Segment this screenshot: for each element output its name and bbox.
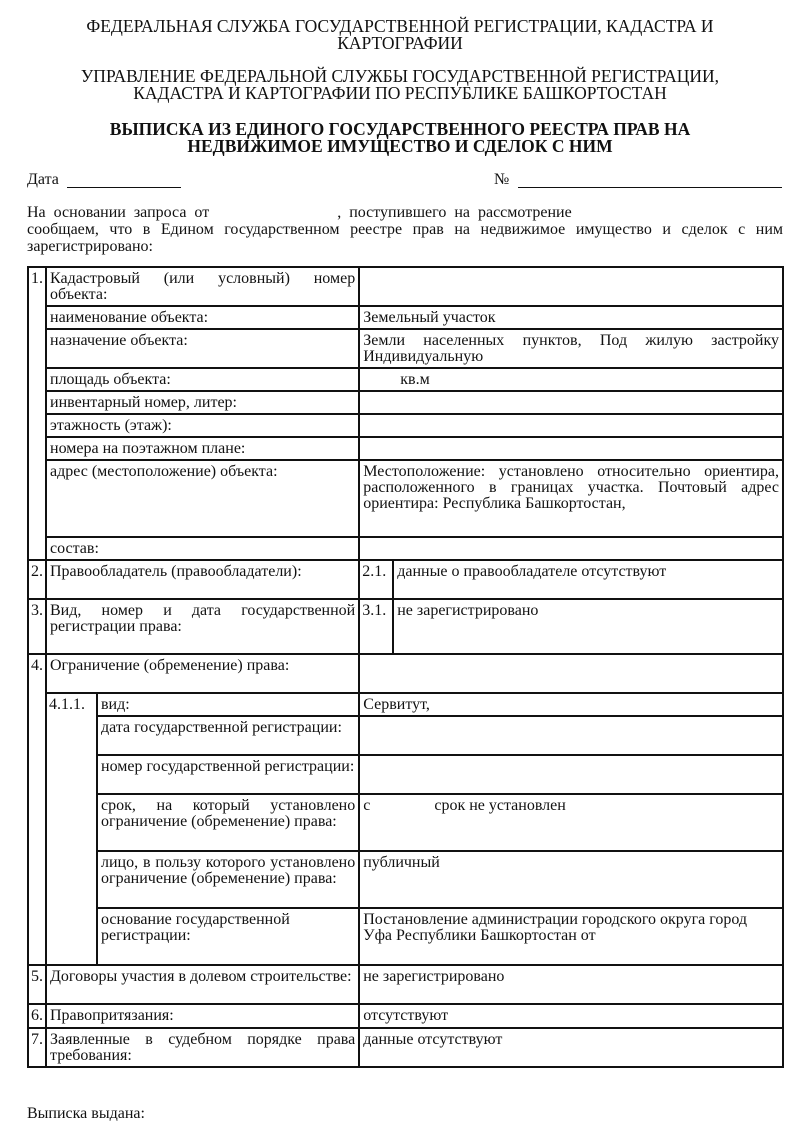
row-label: назначение объекта:	[46, 329, 359, 368]
row-value: отсутствуют	[359, 1004, 783, 1028]
number-label: №	[494, 171, 510, 188]
agency-name	[0, 18, 800, 52]
row-value: кв.м	[359, 368, 783, 391]
row-label: Ограничение (обременение) права:	[46, 654, 359, 693]
section-number: 4.	[28, 654, 46, 965]
table-row	[28, 537, 783, 560]
table-row	[28, 560, 783, 599]
row-value: данные о правообладателе отсутствуют	[393, 560, 783, 599]
section-number: 3.	[28, 599, 46, 654]
row-label: номер государственной регистрации:	[97, 755, 359, 794]
row-value: с срок не установлен	[359, 794, 783, 851]
registry-extract-table	[27, 266, 784, 1068]
intro-line-1: На основании запроса от , поступившего на рассмотрение	[27, 204, 572, 221]
table-row	[28, 306, 783, 329]
row-value	[359, 437, 783, 460]
row-label: этажность (этаж):	[46, 414, 359, 437]
row-label: состав:	[46, 537, 359, 560]
table-row	[28, 368, 783, 391]
date-label: Дата	[27, 171, 59, 188]
section-number: 5.	[28, 965, 46, 1004]
row-label: адрес (местоположение) объекта:	[46, 460, 359, 537]
row-value: данные отсутствуют	[359, 1028, 783, 1067]
section-number: 7.	[28, 1028, 46, 1067]
row-label: лицо, в пользу которого установлено ограничение (обременение) права:	[97, 851, 359, 908]
row-label: дата государственной регистрации:	[97, 716, 359, 755]
row-label: инвентарный номер, литер:	[46, 391, 359, 414]
table-row	[28, 437, 783, 460]
office-line-2: КАДАСТРА И КАРТОГРАФИИ ПО РЕСПУБЛИКЕ БАШКОРТОСТАН	[133, 83, 667, 103]
row-value	[359, 716, 783, 755]
row-value	[359, 537, 783, 560]
row-value	[359, 267, 783, 306]
section-number: 1.	[28, 267, 46, 560]
intro-line-2: сообщаем, что в Едином государственном реестре прав на недвижимое имущество и сделок с ним зарегистрировано:	[27, 221, 783, 255]
issued-label: Выписка выдана:	[27, 1105, 145, 1122]
row-label: наименование объекта:	[46, 306, 359, 329]
row-value: Земельный участок	[359, 306, 783, 329]
row-value	[359, 755, 783, 794]
row-label: срок, на который установлено ограничение (обременение) права:	[97, 794, 359, 851]
row-value: Сервитут,	[359, 693, 783, 716]
row-label: Заявленные в судебном порядке права требования:	[46, 1028, 359, 1067]
title-line-2: НЕДВИЖИМОЕ ИМУЩЕСТВО И СДЕЛОК С НИМ	[187, 136, 613, 156]
row-value	[359, 391, 783, 414]
table-row	[28, 414, 783, 437]
section-number: 2.	[28, 560, 46, 599]
agency-line-1: ФЕДЕРАЛЬНАЯ СЛУЖБА ГОСУДАРСТВЕННОЙ РЕГИСТРАЦИИ, КАДАСТРА И	[86, 16, 714, 36]
table-row	[28, 755, 783, 794]
row-value: Постановление администрации городского округа город Уфа Республики Башкортостан от	[359, 908, 783, 965]
table-row	[28, 716, 783, 755]
row-value: Земли населенных пунктов, Под жилую застройку Индивидуальную	[359, 329, 783, 368]
sub-number: 2.1.	[359, 560, 393, 599]
row-label: Вид, номер и дата государственной регистрации права:	[46, 599, 359, 654]
row-value: Местоположение: установлено относительно ориентира, расположенного в границах участка. Почтовый адрес ориентира: Республика Башкортостан,	[359, 460, 783, 537]
row-label: Кадастровый (или условный) номер объекта:	[46, 267, 359, 306]
section-number: 6.	[28, 1004, 46, 1028]
table-row	[28, 965, 783, 1004]
table-row	[28, 329, 783, 368]
title-line-1: ВЫПИСКА ИЗ ЕДИНОГО ГОСУДАРСТВЕННОГО РЕЕСТРА ПРАВ НА	[109, 119, 691, 139]
office-name	[0, 68, 800, 102]
agency-line-2: КАРТОГРАФИИ	[337, 33, 463, 53]
row-label: вид:	[97, 693, 359, 716]
table-row	[28, 391, 783, 414]
row-label: Правообладатель (правообладатели):	[46, 560, 359, 599]
sub-number: 3.1.	[359, 599, 393, 654]
table-row	[28, 599, 783, 654]
table-row	[28, 794, 783, 851]
row-label: площадь объекта:	[46, 368, 359, 391]
row-value: публичный	[359, 851, 783, 908]
row-value: не зарегистрировано	[359, 965, 783, 1004]
table-row	[28, 460, 783, 537]
intro-paragraph	[27, 204, 783, 255]
row-label: Правопритязания:	[46, 1004, 359, 1028]
row-value	[359, 654, 783, 693]
row-label: номера на поэтажном плане:	[46, 437, 359, 460]
table-row	[28, 908, 783, 965]
number-field	[518, 171, 782, 188]
table-row	[28, 1004, 783, 1028]
table-row	[28, 654, 783, 693]
row-value	[359, 414, 783, 437]
office-line-1: УПРАВЛЕНИЕ ФЕДЕРАЛЬНОЙ СЛУЖБЫ ГОСУДАРСТВЕННОЙ РЕГИСТРАЦИИ,	[80, 66, 720, 86]
table-row	[28, 693, 783, 716]
document-title	[0, 121, 800, 155]
row-label: Договоры участия в долевом строительстве:	[46, 965, 359, 1004]
table-row	[28, 1028, 783, 1067]
table-row	[28, 267, 783, 306]
row-value: не зарегистрировано	[393, 599, 783, 654]
row-label: основание государственной регистрации:	[97, 908, 359, 965]
table-row	[28, 851, 783, 908]
date-field	[67, 171, 181, 188]
sub-number: 4.1.1.	[46, 693, 97, 965]
